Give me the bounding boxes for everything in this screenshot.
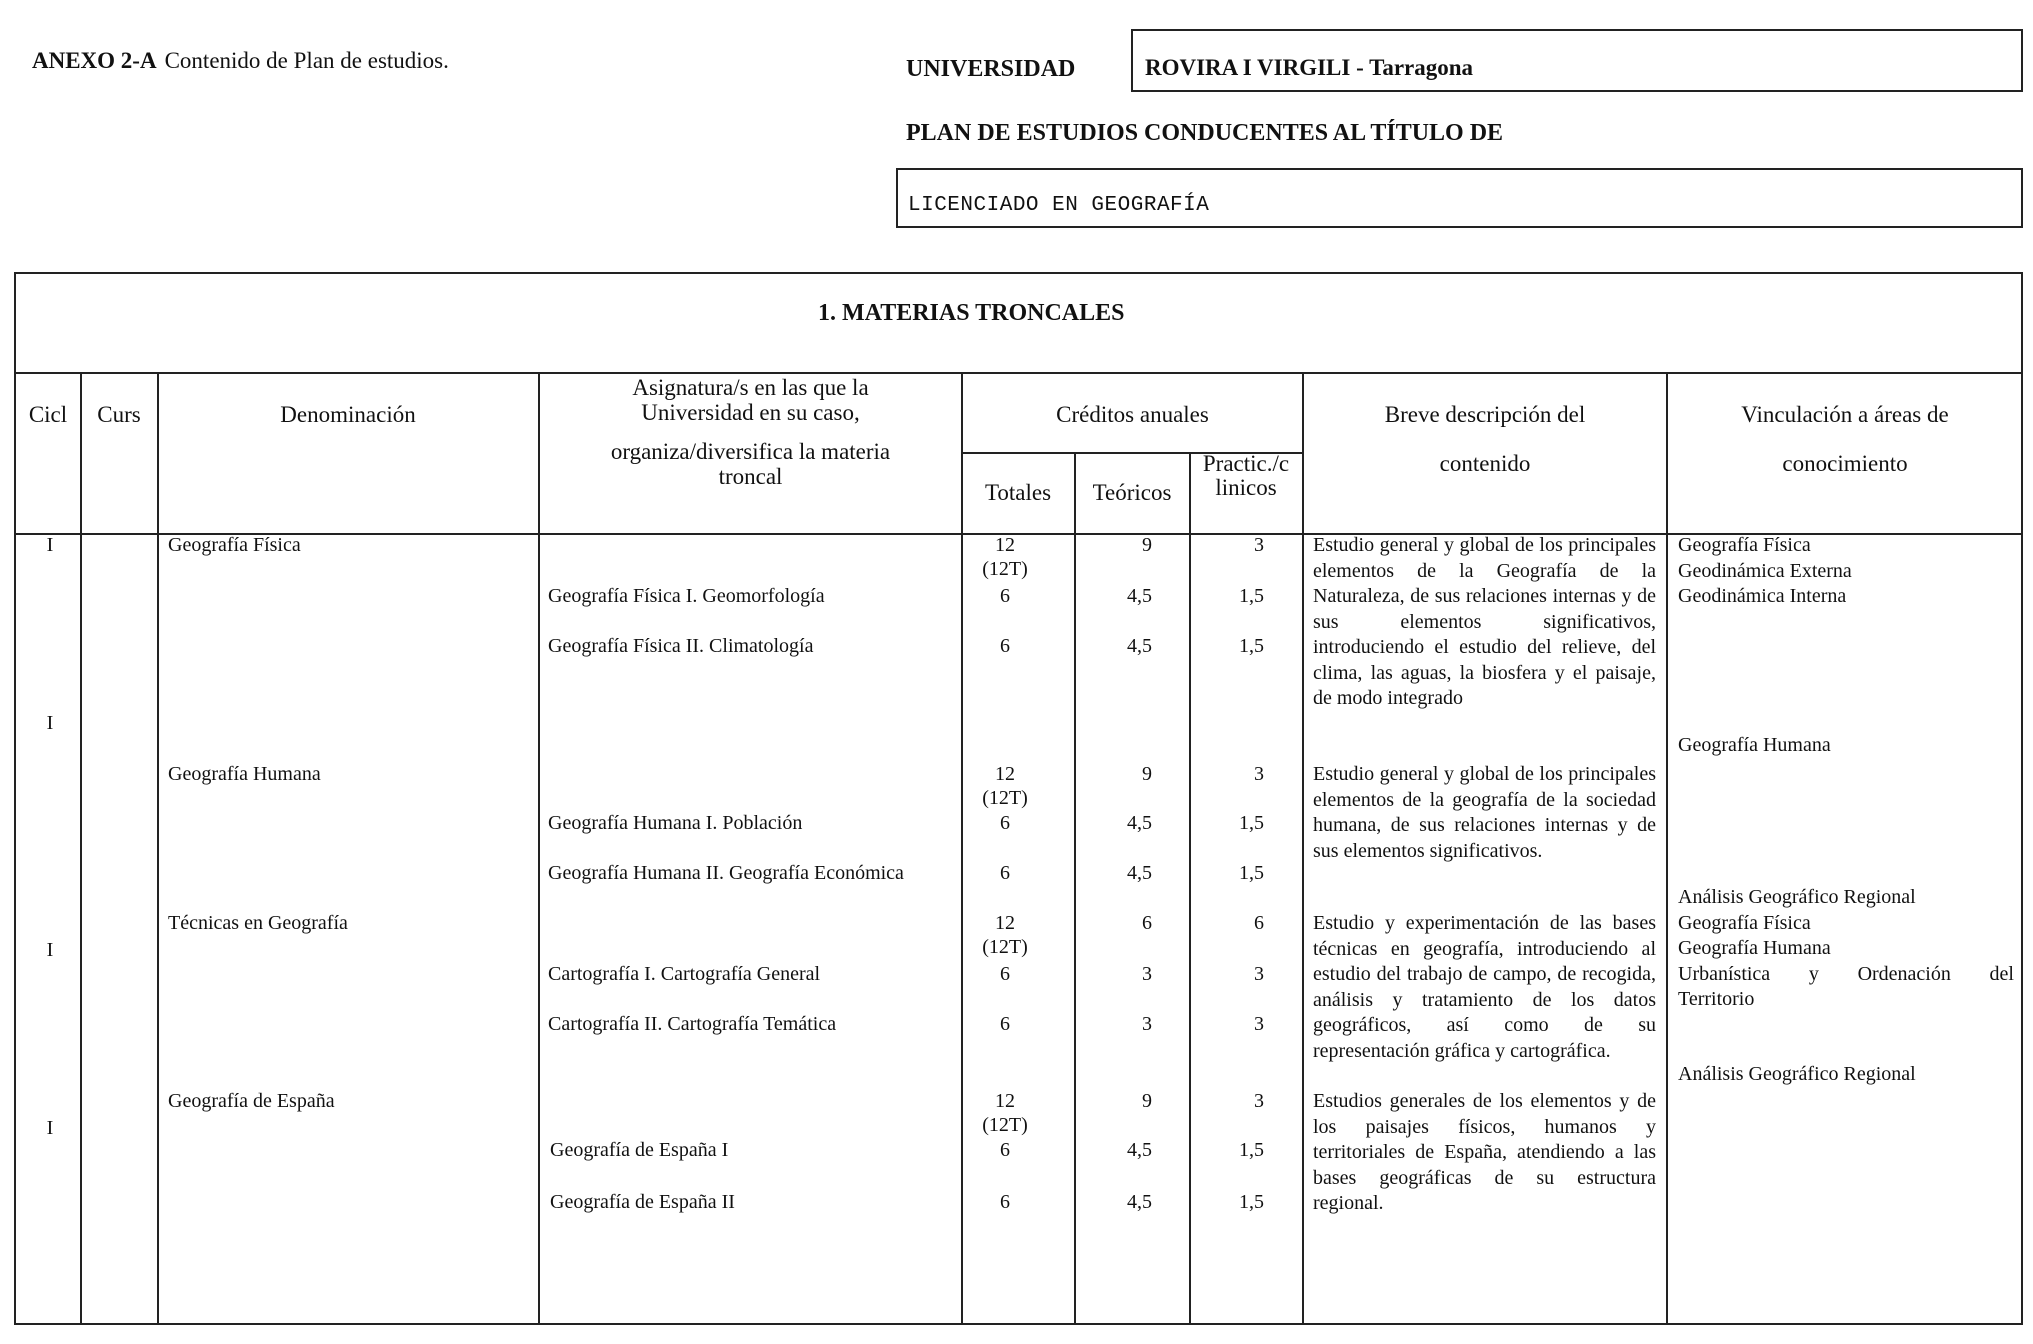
asignatura-cell: Cartografía I. Cartografía General [548,963,821,985]
teoricos-cell: 3 [1142,963,1152,985]
column-divider [1302,373,1304,1325]
totales-cell: 12 (12T) [982,534,1028,580]
asignatura-cell: Geografía Física II. Climatología [548,635,814,657]
teoricos-cell: 3 [1142,1013,1152,1035]
column-divider [961,373,963,1325]
teoricos-cell: 9 [1142,534,1152,556]
ciclo-cell: I [46,1117,54,1139]
practicos-cell: 6 [1254,912,1264,934]
descripcion-cell: Estudio y experimentación de las bases técnicas en geografía, introduciendo al estudio del trabajo de campo, de recogida, análisis y tratamiento de los datos geográficos, así como de su representación gráfica y cartográfica. [1313,912,1656,1062]
header-totales: Totales [984,480,1052,505]
denominacion-cell: Técnicas en Geografía [168,912,348,934]
table-divider [14,372,2023,374]
practicos-cell: 1,5 [1239,635,1264,657]
teoricos-cell: 4,5 [1127,1139,1152,1161]
teoricos-cell: 4,5 [1127,1191,1152,1213]
universidad-box [1131,29,2023,92]
header-vinculacion: Vinculación a áreas de conocimiento [1741,402,1949,476]
areas-cell: Geografía Humana [1678,734,1831,756]
anexo-heading [32,48,449,74]
column-divider [157,373,159,1325]
totales-cell: 6 [1000,1191,1010,1213]
ciclo-cell: I [46,939,54,961]
header-cicl: Cicl [28,402,68,427]
column-divider [80,373,82,1325]
header-denominacion: Denominación [280,402,416,427]
header-descripcion: Breve descripción del contenido [1384,402,1586,476]
teoricos-cell: 6 [1142,912,1152,934]
descripcion-cell: Estudio general y global de los principales elementos de la geografía de la sociedad humana, de sus relaciones internas y de sus elementos significativos. [1313,763,1656,862]
teoricos-cell: 4,5 [1127,635,1152,657]
practicos-cell: 1,5 [1239,1139,1264,1161]
totales-cell: 6 [1000,963,1010,985]
header-asignatura: Asignatura/s en las que la Universidad en su caso, organiza/diversifica la materia troncal [610,375,891,489]
areas-cell: Análisis Geográfico Regional Geografía Física Geografía Humana Urbanística y Ordenación del Territorio [1678,886,2014,1010]
practicos-cell: 3 [1254,1013,1264,1035]
asignatura-cell: Cartografía II. Cartografía Temática [548,1013,837,1035]
areas-cell: Geografía Física Geodinámica Externa Geodinámica Interna [1678,534,1852,607]
teoricos-cell: 4,5 [1127,812,1152,834]
anexo-label: ANEXO 2-A [32,48,157,73]
ciclo-cell: I [46,712,54,734]
titulo-box [896,168,2023,228]
teoricos-cell: 9 [1142,1090,1152,1112]
asignatura-cell: Geografía de España I [550,1139,729,1161]
denominacion-cell: Geografía de España [168,1090,335,1112]
column-divider [538,373,540,1325]
section-title: 1. MATERIAS TRONCALES [818,300,1125,326]
asignatura-cell: Geografía Humana I. Población [548,812,803,834]
header-teoricos: Teóricos [1092,480,1172,505]
header-curs: Curs [97,402,141,427]
ciclo-cell: I [46,534,54,556]
totales-cell: 12 (12T) [982,763,1028,809]
teoricos-cell: 4,5 [1127,585,1152,607]
totales-cell: 6 [1000,1139,1010,1161]
totales-cell: 12 (12T) [982,912,1028,958]
teoricos-cell: 4,5 [1127,862,1152,884]
denominacion-cell: Geografía Humana [168,763,321,785]
totales-cell: 6 [1000,585,1010,607]
areas-cell: Análisis Geográfico Regional [1678,1063,1916,1085]
totales-cell: 6 [1000,812,1010,834]
universidad-label: UNIVERSIDAD [906,56,1076,82]
practicos-cell: 3 [1254,1090,1264,1112]
header-creditos: Créditos anuales [1056,402,1209,427]
totales-cell: 12 (12T) [982,1090,1028,1136]
header-practicos: Practic./c linicos [1202,451,1290,500]
denominacion-cell: Geografía Física [168,534,301,556]
asignatura-cell: Geografía Física I. Geomorfología [548,585,825,607]
totales-cell: 6 [1000,635,1010,657]
teoricos-cell: 9 [1142,763,1152,785]
practicos-cell: 1,5 [1239,1191,1264,1213]
practicos-cell: 1,5 [1239,812,1264,834]
column-divider [1074,453,1076,1325]
asignatura-cell: Geografía Humana II. Geografía Económica [548,862,904,884]
column-divider [1666,373,1668,1325]
practicos-cell: 3 [1254,763,1264,785]
totales-cell: 6 [1000,862,1010,884]
plan-label: PLAN DE ESTUDIOS CONDUCENTES AL TÍTULO DE [906,120,1504,146]
universidad-value: ROVIRA I VIRGILI - Tarragona [1145,55,1474,80]
descripcion-cell: Estudios generales de los elementos y de los paisajes físicos, humanos y territoriales de España, atendiendo a las bases geográficas de su estructura regional. [1313,1090,1656,1214]
anexo-text: Contenido de Plan de estudios. [164,48,449,73]
asignatura-cell: Geografía de España II [550,1191,735,1213]
practicos-cell: 3 [1254,534,1264,556]
practicos-cell: 1,5 [1239,862,1264,884]
practicos-cell: 3 [1254,963,1264,985]
practicos-cell: 1,5 [1239,585,1264,607]
descripcion-cell: Estudio general y global de los principales elementos de la Geografía de la Naturaleza, de sus relaciones internas y de sus elementos significativos, introduciendo el estudio del relieve, del clima, las aguas, la biosfera y el paisaje, de modo integrado [1313,534,1656,709]
titulo-value: LICENCIADO EN GEOGRAFÍA [908,194,1210,217]
totales-cell: 6 [1000,1013,1010,1035]
